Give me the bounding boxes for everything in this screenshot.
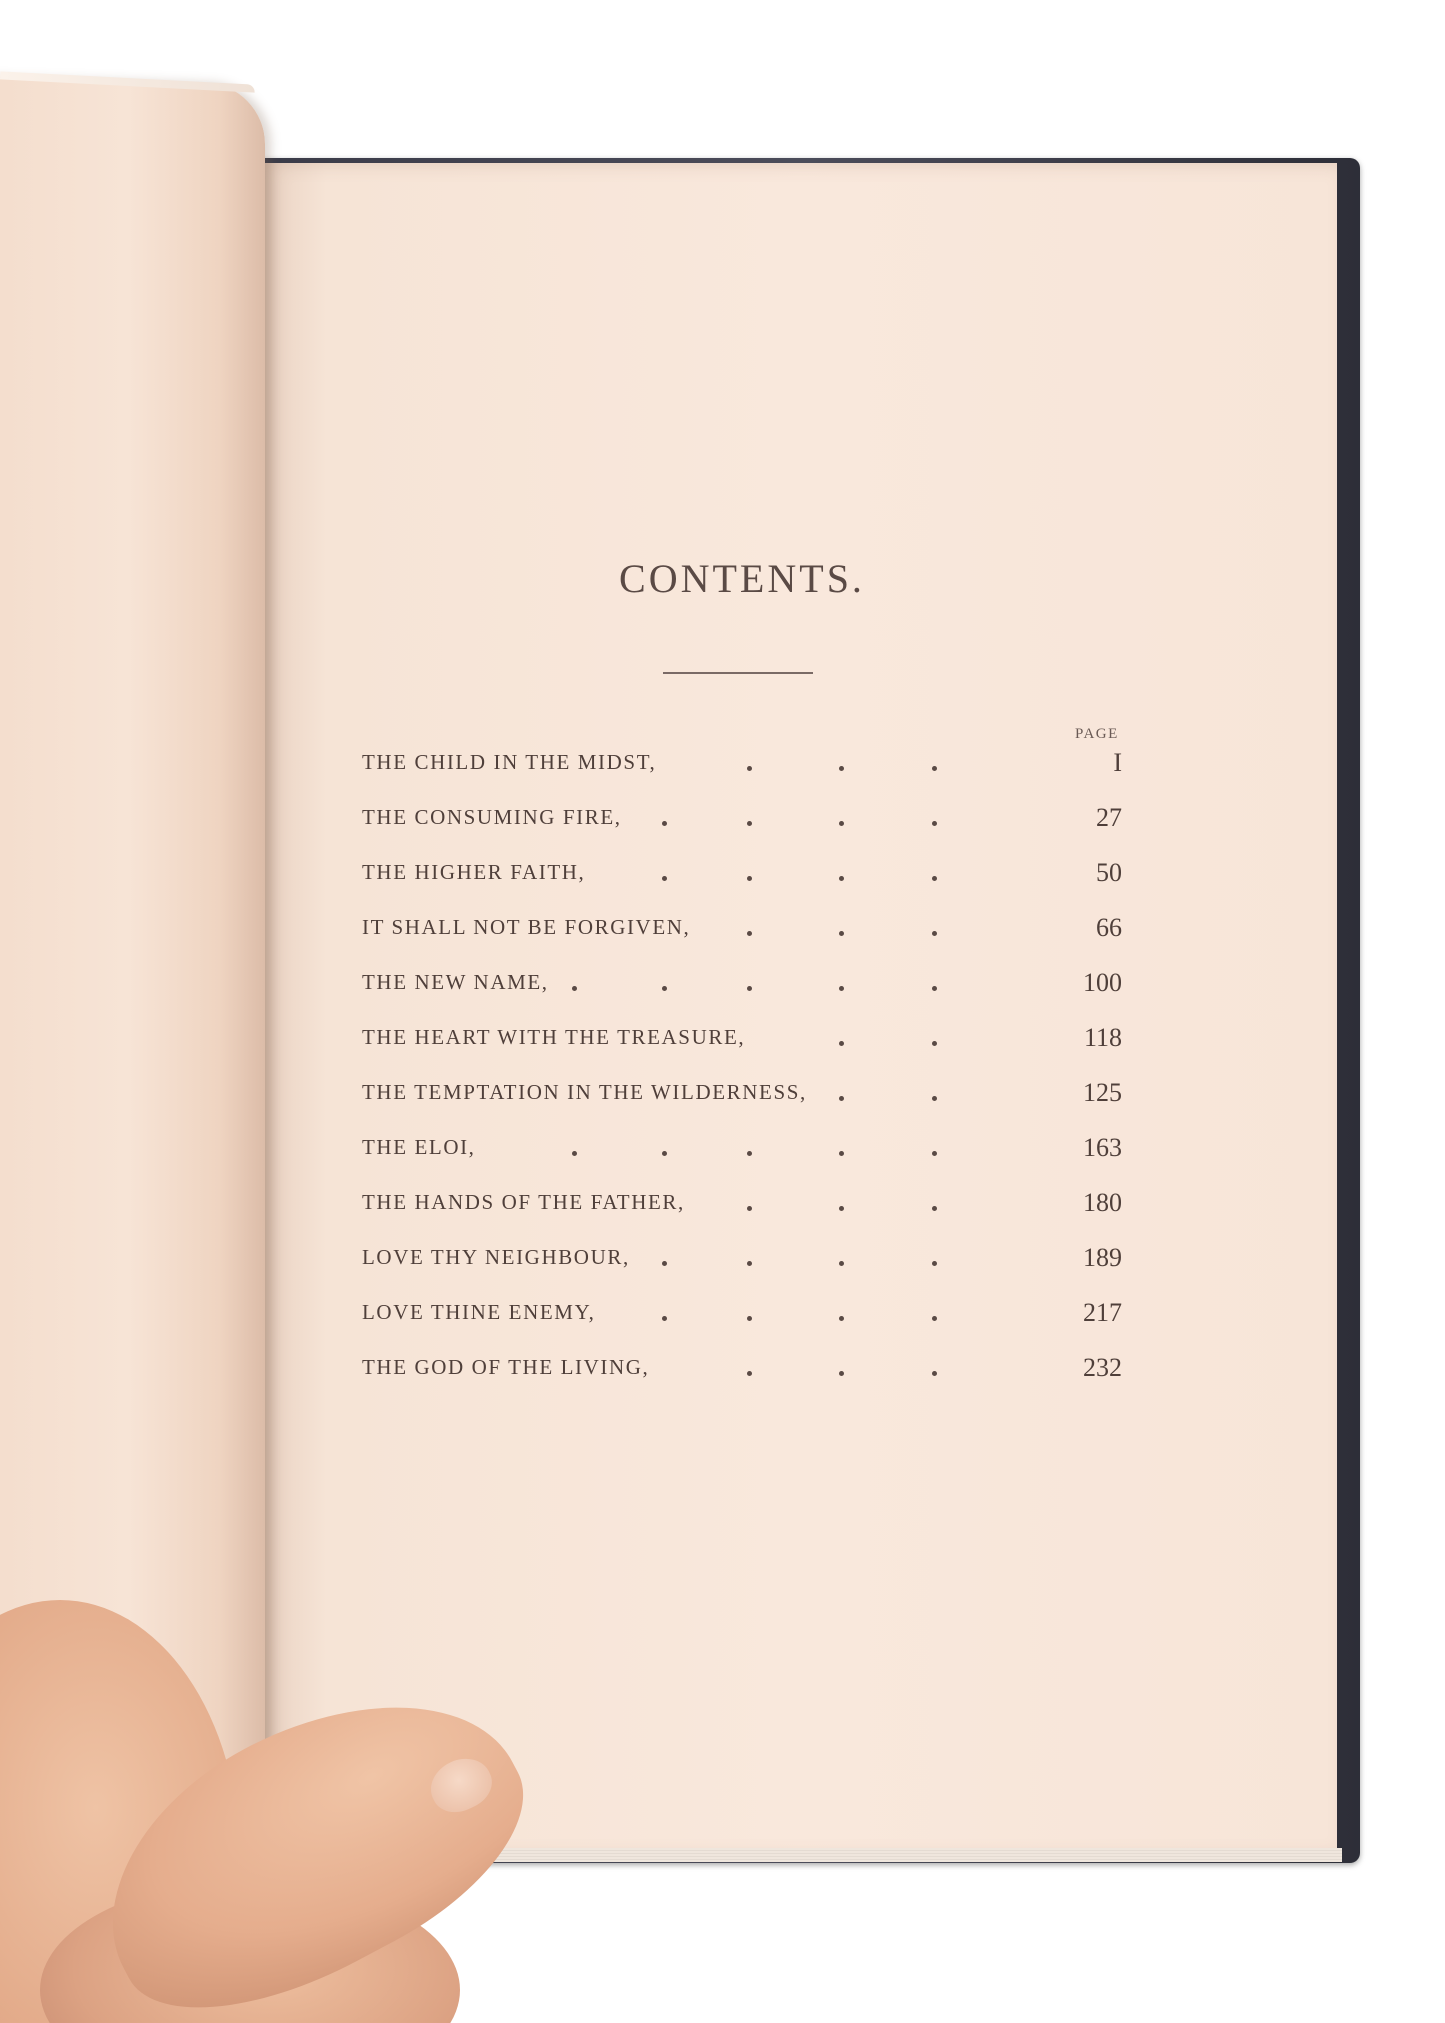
leader-dot <box>747 986 752 991</box>
toc-entry-title: THE TEMPTATION IN THE WILDERNESS, <box>362 1080 807 1104</box>
toc-leader-dots <box>362 1355 1022 1385</box>
leader-dot <box>747 1316 752 1321</box>
toc-entry-title: THE CHILD IN THE MIDST, <box>362 750 657 774</box>
leader-dot <box>932 986 937 991</box>
toc-entry-page: 50 <box>1096 858 1122 887</box>
toc-entry <box>362 1290 1122 1345</box>
toc-entry-page: I <box>1113 748 1122 777</box>
toc-entry-page: 66 <box>1096 913 1122 942</box>
leader-dot <box>932 876 937 881</box>
toc-leader-dots <box>362 860 1022 890</box>
toc-entry <box>362 1125 1122 1180</box>
leader-dot <box>747 1371 752 1376</box>
toc-leader-dots <box>362 915 1022 945</box>
toc-entry <box>362 1235 1122 1290</box>
toc-leader-dots <box>362 750 1022 780</box>
toc-entry-page: 100 <box>1083 968 1122 997</box>
toc-entry <box>362 1015 1122 1070</box>
toc-entry-page: 232 <box>1083 1353 1122 1382</box>
leader-dot <box>747 766 752 771</box>
leader-dot <box>932 1316 937 1321</box>
leader-dot <box>839 876 844 881</box>
toc-entry-title: THE NEW NAME, <box>362 970 549 994</box>
leader-dot <box>747 876 752 881</box>
leader-dot <box>839 766 844 771</box>
leader-dot <box>662 1151 667 1156</box>
toc-entry-page: 180 <box>1083 1188 1122 1217</box>
leader-dot <box>932 931 937 936</box>
leader-dot <box>839 1096 844 1101</box>
toc-entry-page: 118 <box>1083 1023 1122 1052</box>
toc-entry <box>362 850 1122 905</box>
toc-leader-dots <box>362 805 1022 835</box>
leader-dot <box>662 876 667 881</box>
toc-entry <box>362 1180 1122 1235</box>
toc-leader-dots <box>362 1190 1022 1220</box>
toc-entry-page: 125 <box>1083 1078 1122 1107</box>
leader-dot <box>839 1371 844 1376</box>
toc-leader-dots <box>362 970 1022 1000</box>
leader-dot <box>932 1151 937 1156</box>
leader-dot <box>747 931 752 936</box>
leader-dot <box>839 1151 844 1156</box>
leader-dot <box>932 1206 937 1211</box>
toc-leader-dots <box>362 1245 1022 1275</box>
toc-entry-title: IT SHALL NOT BE FORGIVEN, <box>362 915 691 939</box>
leader-dot <box>747 1206 752 1211</box>
toc-entry <box>362 740 1122 795</box>
leader-dot <box>839 821 844 826</box>
leader-dot <box>839 931 844 936</box>
toc-entry-title: THE GOD OF THE LIVING, <box>362 1355 650 1379</box>
toc-entry-page: 217 <box>1083 1298 1122 1327</box>
leader-dot <box>839 1316 844 1321</box>
leader-dot <box>932 1041 937 1046</box>
toc-entry-title: THE ELOI, <box>362 1135 476 1159</box>
page-column-heading: PAGE <box>1075 726 1119 742</box>
toc-leader-dots <box>362 1300 1022 1330</box>
toc-entry <box>362 960 1122 1015</box>
leader-dot <box>747 821 752 826</box>
leader-dot <box>662 1316 667 1321</box>
title-rule <box>663 672 813 674</box>
leader-dot <box>839 1041 844 1046</box>
toc-entry-page: 189 <box>1083 1243 1122 1272</box>
toc-entry-title: THE CONSUMING FIRE, <box>362 805 622 829</box>
toc-leader-dots <box>362 1135 1022 1165</box>
toc-leader-dots <box>362 1080 1022 1110</box>
table-of-contents <box>362 740 1122 1400</box>
contents-heading: CONTENTS. <box>619 556 865 601</box>
toc-entry-title: LOVE THINE ENEMY, <box>362 1300 596 1324</box>
toc-entry <box>362 1070 1122 1125</box>
toc-entry-title: LOVE THY NEIGHBOUR, <box>362 1245 630 1269</box>
leader-dot <box>932 766 937 771</box>
toc-entry-page: 27 <box>1096 803 1122 832</box>
toc-entry-title: THE HEART WITH THE TREASURE, <box>362 1025 746 1049</box>
toc-entry-title: THE HANDS OF THE FATHER, <box>362 1190 685 1214</box>
leader-dot <box>572 1151 577 1156</box>
leader-dot <box>932 1261 937 1266</box>
toc-entry <box>362 795 1122 850</box>
toc-entry-title: THE HIGHER FAITH, <box>362 860 586 884</box>
leader-dot <box>839 1206 844 1211</box>
toc-entry <box>362 905 1122 960</box>
leader-dot <box>747 1151 752 1156</box>
leader-dot <box>662 821 667 826</box>
leader-dot <box>839 986 844 991</box>
leader-dot <box>572 986 577 991</box>
toc-entry <box>362 1345 1122 1400</box>
leader-dot <box>932 1371 937 1376</box>
toc-leader-dots <box>362 1025 1022 1055</box>
leader-dot <box>932 821 937 826</box>
leader-dot <box>662 986 667 991</box>
leader-dot <box>932 1096 937 1101</box>
leader-dot <box>747 1261 752 1266</box>
leader-dot <box>662 1261 667 1266</box>
toc-entry-page: 163 <box>1083 1133 1122 1162</box>
leader-dot <box>839 1261 844 1266</box>
